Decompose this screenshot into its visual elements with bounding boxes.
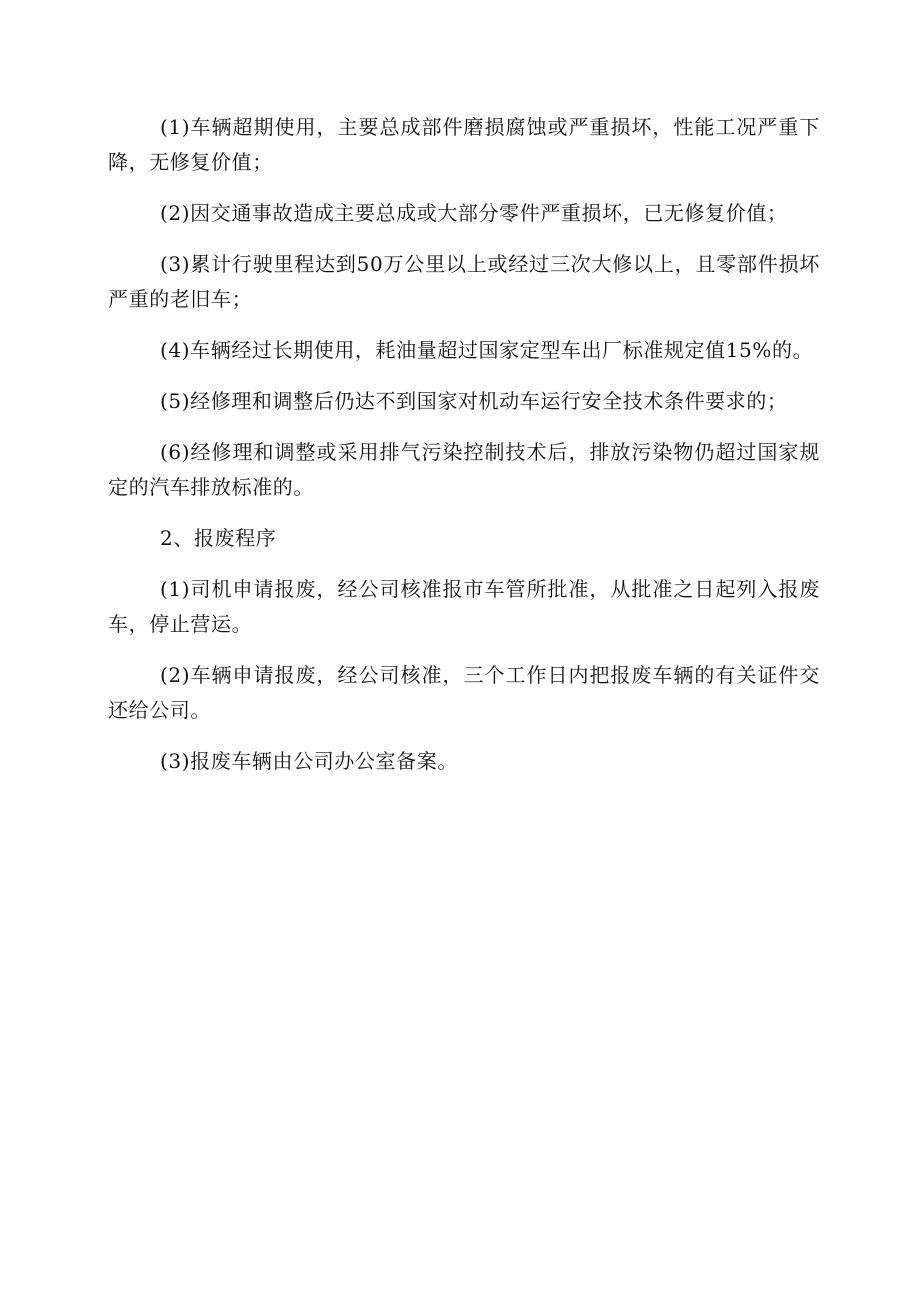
section-heading-scrap-procedure: 2、报废程序 xyxy=(160,526,277,550)
scrap-condition-1: (1)车辆超期使用，主要总成部件磨损腐蚀或严重损坏，性能工况严重下降，无修复价值； xyxy=(108,115,820,174)
scrap-condition-2: (2)因交通事故造成主要总成或大部分零件严重损坏，已无修复价值； xyxy=(160,201,788,225)
procedure-step-3: (3)报废车辆由公司办公室备案。 xyxy=(160,749,458,773)
procedure-step-1: (1)司机申请报废，经公司核准报市车管所批准，从批准之日起列入报废车，停止营运。 xyxy=(108,577,820,636)
scrap-condition-4: (4)车辆经过长期使用，耗油量超过国家定型车出厂标准规定值15%的。 xyxy=(160,338,814,362)
scrap-condition-5: (5)经修理和调整后仍达不到国家对机动车运行安全技术条件要求的； xyxy=(160,389,788,413)
procedure-step-2: (2)车辆申请报废，经公司核准，三个工作日内把报废车辆的有关证件交还给公司。 xyxy=(108,663,820,722)
document-body xyxy=(108,110,820,795)
scrap-condition-3: (3)累计行驶里程达到50万公里以上或经过三次大修以上，且零部件损坏严重的老旧车； xyxy=(108,252,820,311)
scrap-condition-6: (6)经修理和调整或采用排气污染控制技术后，排放污染物仍超过国家规定的汽车排放标准的。 xyxy=(108,440,820,499)
